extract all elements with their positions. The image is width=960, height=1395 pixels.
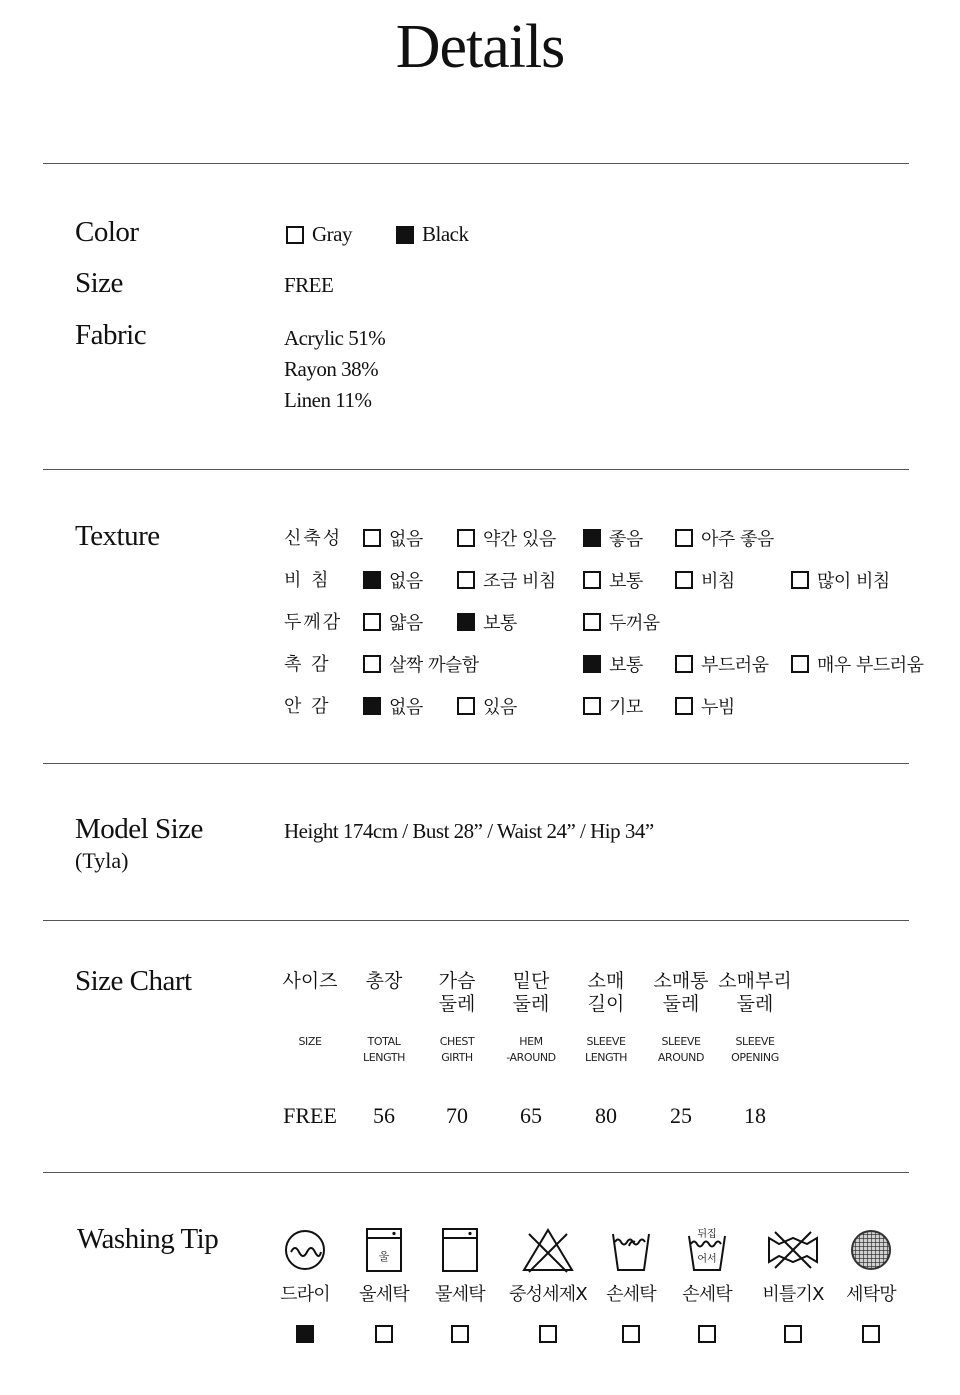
no-bleach-icon — [503, 1226, 593, 1274]
svg-text:어서: 어서 — [697, 1254, 717, 1265]
washing-item — [415, 1226, 505, 1306]
checkbox[interactable] — [457, 571, 475, 589]
size-chart-header-en: SIZE — [298, 1035, 322, 1048]
texture-option-label: 보통 — [609, 571, 643, 592]
checkbox[interactable] — [457, 697, 475, 715]
texture-option-label: 누빔 — [701, 697, 735, 718]
texture-option-label: 조금 비침 — [483, 571, 556, 592]
inside-out-hand-wash-icon — [662, 1226, 752, 1274]
fabric-line: Linen 11% — [284, 388, 372, 412]
size-chart-label: Size Chart — [75, 965, 192, 997]
texture-option[interactable] — [675, 525, 774, 551]
washing-label: 손세탁 — [682, 1284, 732, 1305]
size-chart-value: 18 — [744, 1103, 766, 1128]
checkbox[interactable] — [791, 571, 809, 589]
color-option-gray[interactable]: Gray — [286, 222, 352, 247]
size-chart-header-en: SLEEVE OPENING — [731, 1035, 779, 1064]
washing-label: 드라이 — [280, 1284, 330, 1305]
texture-option-label: 비침 — [701, 571, 735, 592]
texture-option[interactable] — [583, 567, 643, 593]
model-measurements: Height 174cm / Bust 28” / Waist 24” / Hip 34” — [284, 819, 654, 843]
texture-option[interactable] — [363, 567, 423, 593]
checkbox[interactable] — [675, 571, 693, 589]
washing-label: 물세탁 — [435, 1284, 485, 1305]
texture-option-label: 매우 부드러움 — [817, 655, 924, 676]
washing-label: 울세탁 — [359, 1284, 409, 1305]
texture-option-label: 살짝 까슬함 — [389, 655, 479, 676]
size-chart-header-kr: 소매 길이 — [587, 970, 625, 1015]
washing-label: 중성세제X — [509, 1284, 587, 1305]
checkbox[interactable] — [675, 655, 693, 673]
texture-option[interactable] — [457, 609, 517, 635]
checkbox-checked[interactable] — [296, 1325, 314, 1343]
size-label: Size — [75, 267, 123, 299]
texture-option-label: 없음 — [389, 697, 423, 718]
washing-item — [260, 1226, 350, 1306]
checkbox[interactable] — [451, 1325, 469, 1343]
texture-row-label: 신축성 — [284, 528, 343, 549]
color-option-black[interactable]: Black — [396, 222, 468, 247]
svg-text:울: 울 — [378, 1250, 390, 1263]
texture-option[interactable] — [363, 651, 479, 677]
texture-row-label: 촉 감 — [284, 654, 331, 675]
water-wash-icon — [415, 1226, 505, 1274]
model-size-label: Model Size — [75, 813, 203, 845]
checkbox-checked[interactable] — [457, 613, 475, 631]
washing-item — [662, 1226, 752, 1306]
checkbox[interactable] — [784, 1325, 802, 1343]
size-chart-value: 65 — [520, 1103, 542, 1128]
washing-label: 손세탁 — [606, 1284, 656, 1305]
model-name: (Tyla) — [75, 848, 129, 873]
fabric-label: Fabric — [75, 319, 147, 351]
texture-option-label: 없음 — [389, 529, 423, 550]
checkbox[interactable] — [675, 529, 693, 547]
divider — [43, 763, 909, 764]
texture-row-label: 안 감 — [284, 696, 331, 717]
size-chart-header-en: TOTAL LENGTH — [362, 1035, 406, 1064]
divider — [43, 163, 909, 164]
size-chart-header-en: SLEEVE AROUND — [657, 1035, 705, 1064]
texture-option[interactable] — [583, 651, 643, 677]
size-chart-value: 56 — [373, 1103, 395, 1128]
size-value: FREE — [284, 273, 334, 297]
checkbox-checked[interactable] — [583, 529, 601, 547]
texture-label: Texture — [75, 520, 160, 552]
checkbox[interactable] — [286, 226, 304, 244]
size-chart-value: 80 — [595, 1103, 617, 1128]
texture-option-label: 두꺼움 — [609, 613, 660, 634]
laundry-net-icon — [826, 1226, 916, 1274]
checkbox[interactable] — [862, 1325, 880, 1343]
washing-tip-label: Washing Tip — [77, 1223, 219, 1255]
size-chart-header-kr: 소매부리 둘레 — [718, 970, 792, 1015]
texture-option[interactable] — [363, 693, 423, 719]
svg-text:뒤집: 뒤집 — [697, 1229, 717, 1240]
texture-option[interactable] — [675, 693, 735, 719]
texture-option[interactable] — [583, 525, 643, 551]
checkbox-checked[interactable] — [396, 226, 414, 244]
texture-option-label: 기모 — [609, 697, 643, 718]
checkbox-checked[interactable] — [583, 655, 601, 673]
size-chart-value: FREE — [283, 1103, 337, 1128]
checkbox-checked[interactable] — [363, 697, 381, 715]
size-chart-value: 25 — [670, 1103, 692, 1128]
texture-option[interactable] — [363, 609, 423, 635]
texture-option[interactable] — [675, 567, 735, 593]
checkbox[interactable] — [583, 613, 601, 631]
fabric-line: Acrylic 51% — [284, 326, 386, 350]
checkbox[interactable] — [791, 655, 809, 673]
checkbox[interactable] — [363, 529, 381, 547]
texture-row-label: 비 침 — [284, 570, 331, 591]
texture-option-label: 없음 — [389, 571, 423, 592]
dry-clean-icon — [260, 1226, 350, 1274]
size-chart-header-kr: 사이즈 — [282, 970, 338, 992]
checkbox[interactable] — [457, 529, 475, 547]
checkbox-checked[interactable] — [363, 571, 381, 589]
washing-label: 비틀기X — [762, 1284, 824, 1305]
texture-option-label: 보통 — [609, 655, 643, 676]
washing-label: 세탁망 — [846, 1284, 896, 1305]
texture-row-label: 두께감 — [284, 612, 343, 633]
size-chart-header-kr: 밑단 둘레 — [512, 970, 550, 1015]
texture-option-label: 보통 — [483, 613, 517, 634]
checkbox[interactable] — [363, 655, 381, 673]
texture-option-label: 얇음 — [389, 613, 423, 634]
divider — [43, 1172, 909, 1173]
checkbox[interactable] — [675, 697, 693, 715]
fabric-line: Rayon 38% — [284, 357, 379, 381]
texture-option-label: 좋음 — [609, 529, 643, 550]
texture-option[interactable] — [583, 609, 660, 635]
checkbox[interactable] — [622, 1325, 640, 1343]
texture-option-label: 있음 — [483, 697, 517, 718]
no-wring-icon — [748, 1226, 838, 1274]
page-title: Details — [395, 13, 565, 81]
washing-item — [503, 1226, 593, 1306]
size-chart-header-en: HEM -AROUND — [506, 1035, 556, 1064]
checkbox[interactable] — [583, 697, 601, 715]
divider — [43, 920, 909, 921]
checkbox[interactable] — [583, 571, 601, 589]
size-chart-value: 70 — [446, 1103, 468, 1128]
size-chart-header-en: SLEEVE LENGTH — [584, 1035, 628, 1064]
texture-option[interactable] — [457, 693, 517, 719]
checkbox[interactable] — [539, 1325, 557, 1343]
size-chart-header-kr: 소매통 둘레 — [653, 970, 709, 1015]
washing-item — [826, 1226, 916, 1306]
size-chart-header-kr: 총장 — [365, 970, 403, 992]
texture-option-label: 부드러움 — [701, 655, 769, 676]
texture-option[interactable] — [791, 651, 924, 677]
size-chart-header-en: CHEST GIRTH — [439, 1035, 475, 1064]
checkbox[interactable] — [363, 613, 381, 631]
checkbox[interactable] — [698, 1325, 716, 1343]
checkbox[interactable] — [375, 1325, 393, 1343]
texture-option[interactable] — [791, 567, 890, 593]
washing-item — [748, 1226, 838, 1306]
texture-option[interactable] — [363, 525, 423, 551]
texture-option-label: 약간 있음 — [483, 529, 556, 550]
texture-option[interactable] — [675, 651, 769, 677]
divider — [43, 469, 909, 470]
texture-option[interactable] — [457, 525, 556, 551]
texture-option-label: 많이 비침 — [817, 571, 890, 592]
texture-option[interactable] — [457, 567, 556, 593]
texture-option[interactable] — [583, 693, 643, 719]
color-label: Color — [75, 216, 139, 248]
size-chart-header-kr: 가슴 둘레 — [438, 970, 476, 1015]
texture-option-label: 아주 좋음 — [701, 529, 774, 550]
